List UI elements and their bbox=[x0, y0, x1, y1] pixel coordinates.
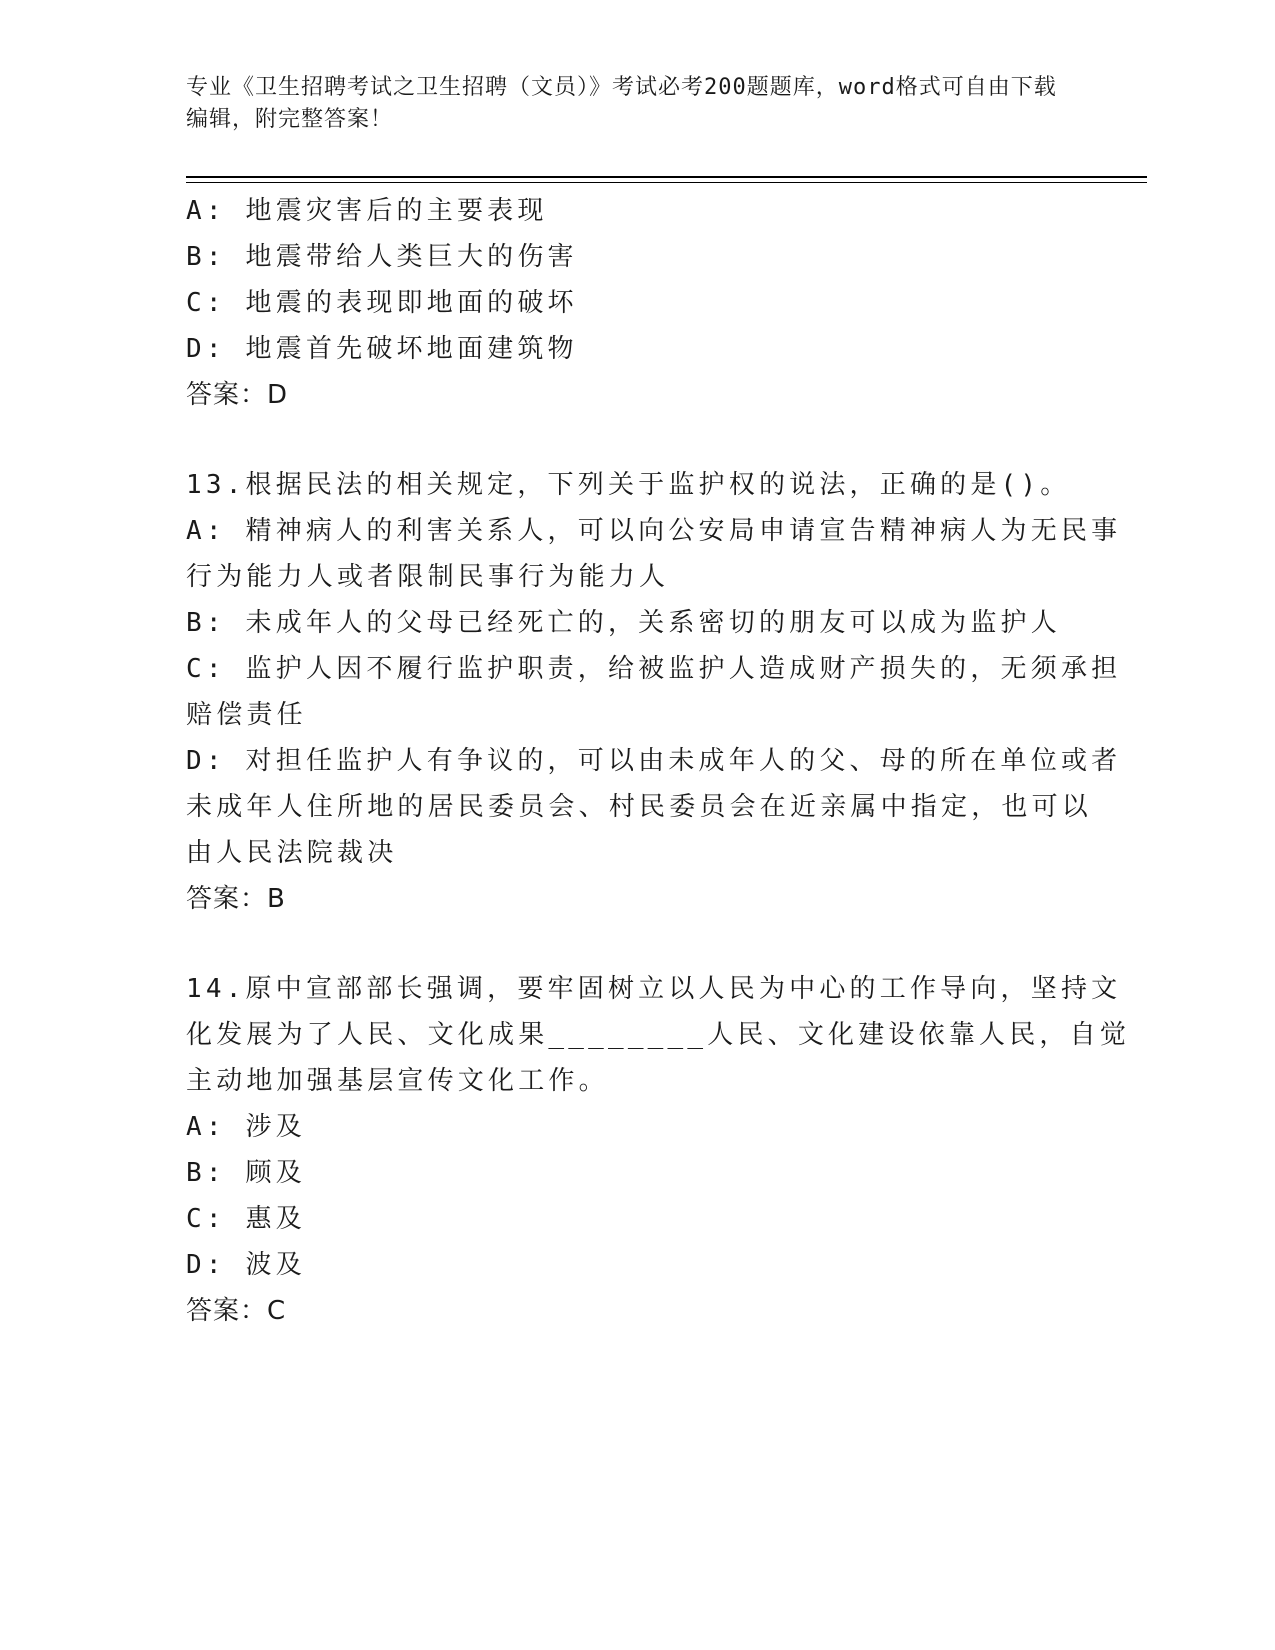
option-a: A: 精神病人的利害关系人，可以向公安局申请宣告精神病人为无民事 bbox=[186, 516, 1122, 546]
option-a: A: 地震灾害后的主要表现 bbox=[186, 196, 548, 226]
answer-line: 答案：B bbox=[186, 884, 286, 914]
option-b: B: 未成年人的父母已经死亡的，关系密切的朋友可以成为监护人 bbox=[186, 608, 1061, 638]
option-b: B: 地震带给人类巨大的伤害 bbox=[186, 242, 578, 272]
option-c: C: 地震的表现即地面的破坏 bbox=[186, 288, 578, 318]
option-c: C: 惠及 bbox=[186, 1204, 306, 1234]
question-14 bbox=[186, 966, 1131, 1334]
question-text: 13.根据民法的相关规定，下列关于监护权的说法，正确的是()。 bbox=[186, 470, 1071, 500]
question-12-tail bbox=[186, 188, 1066, 418]
option-a-continued: 行为能力人或者限制民事行为能力人 bbox=[186, 562, 670, 592]
answer-line: 答案：C bbox=[186, 1296, 287, 1326]
spacer bbox=[186, 418, 1066, 462]
document-header: 专业《卫生招聘考试之卫生招聘（文员）》考试必考200题题库，word格式可自由下载编辑，附完整答案！ bbox=[186, 75, 1057, 132]
question-text: 14.原中宣部部长强调，要牢固树立以人民为中心的工作导向，坚持文 bbox=[186, 974, 1122, 1004]
question-13 bbox=[186, 462, 1122, 922]
spacer bbox=[186, 922, 1066, 966]
option-a: A: 涉及 bbox=[186, 1112, 306, 1142]
question-text-continued: 化发展为了人民、文化成果________人民、文化建设依靠人民，自觉 bbox=[186, 1020, 1131, 1050]
header-divider-thick bbox=[186, 176, 1147, 178]
document-body bbox=[186, 188, 1131, 1334]
question-text-continued-2: 主动地加强基层宣传文化工作。 bbox=[186, 1066, 609, 1096]
option-d: D: 对担任监护人有争议的，可以由未成年人的父、母的所在单位或者 bbox=[186, 746, 1122, 776]
option-c: C: 监护人因不履行监护职责，给被监护人造成财产损失的，无须承担 bbox=[186, 654, 1122, 684]
option-c-continued: 赔偿责任 bbox=[186, 700, 307, 730]
option-d: D: 地震首先破坏地面建筑物 bbox=[186, 334, 578, 364]
option-b: B: 顾及 bbox=[186, 1158, 306, 1188]
header-divider-thin bbox=[186, 182, 1147, 183]
answer-line: 答案：D bbox=[186, 380, 289, 410]
option-d-continued: 未成年人住所地的居民委员会、村民委员会在近亲属中指定，也可以 bbox=[186, 792, 1093, 822]
option-d-continued-2: 由人民法院裁决 bbox=[186, 838, 398, 868]
option-d: D: 波及 bbox=[186, 1250, 306, 1280]
